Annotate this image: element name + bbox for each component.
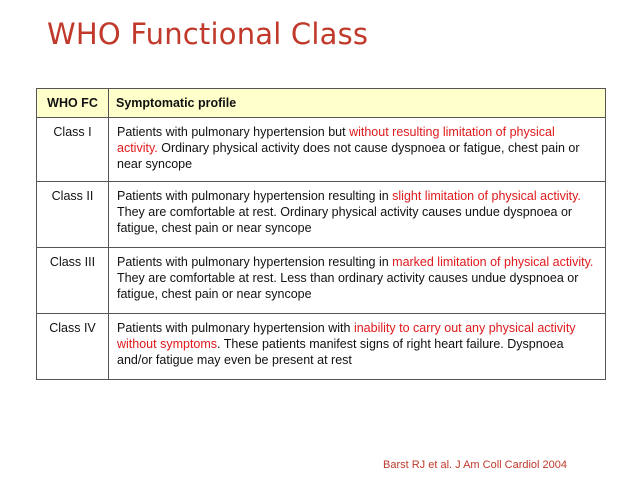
class-cell: Class I	[37, 118, 109, 182]
highlighted-limitation-text: inability to carry out any physical activity without symptoms	[117, 321, 576, 351]
citation: Barst RJ et al. J Am Coll Cardiol 2004	[383, 459, 568, 471]
description-text: . These patients manifest signs of right heart failure. Dyspnoea and/or fatigue may even be present at rest	[117, 337, 564, 367]
highlighted-limitation-text: without resulting limitation of physical activity.	[117, 125, 555, 155]
description-text: Patients with pulmonary hypertension but	[117, 125, 350, 139]
description-text: They are comfortable at rest. Ordinary physical activity causes undue dyspnoea or fatigue, chest pain or near syncope	[117, 205, 573, 235]
description-text: They are comfortable at rest. Less than ordinary activity causes undue dyspnoea or fatigue, chest pain or near syncope	[117, 271, 579, 301]
page-title: WHO Functional Class	[47, 17, 369, 51]
highlighted-limitation-text: marked limitation of physical activity.	[392, 255, 594, 269]
class-cell: Class II	[37, 182, 109, 248]
header-symptomatic-profile: Symptomatic profile	[109, 89, 606, 118]
class-cell: Class III	[37, 248, 109, 314]
description-text: Patients with pulmonary hypertension with	[117, 321, 354, 335]
class-cell: Class IV	[37, 314, 109, 380]
highlighted-limitation-text: slight limitation of physical activity.	[392, 189, 581, 203]
description-cell	[109, 182, 606, 248]
description-cell	[109, 314, 606, 380]
table-row	[37, 118, 606, 182]
description-cell	[109, 248, 606, 314]
header-who-fc: WHO FC	[37, 89, 109, 118]
table-row	[37, 182, 606, 248]
description-text: Patients with pulmonary hypertension resulting in	[117, 189, 393, 203]
description-cell	[109, 118, 606, 182]
table-row	[37, 248, 606, 314]
description-text: Ordinary physical activity does not cause dyspnoea or fatigue, chest pain or near syncope	[117, 141, 580, 171]
table-row	[37, 314, 606, 380]
description-text: Patients with pulmonary hypertension resulting in	[117, 255, 393, 269]
table-header-row	[37, 89, 606, 118]
who-functional-class-table	[36, 88, 606, 380]
